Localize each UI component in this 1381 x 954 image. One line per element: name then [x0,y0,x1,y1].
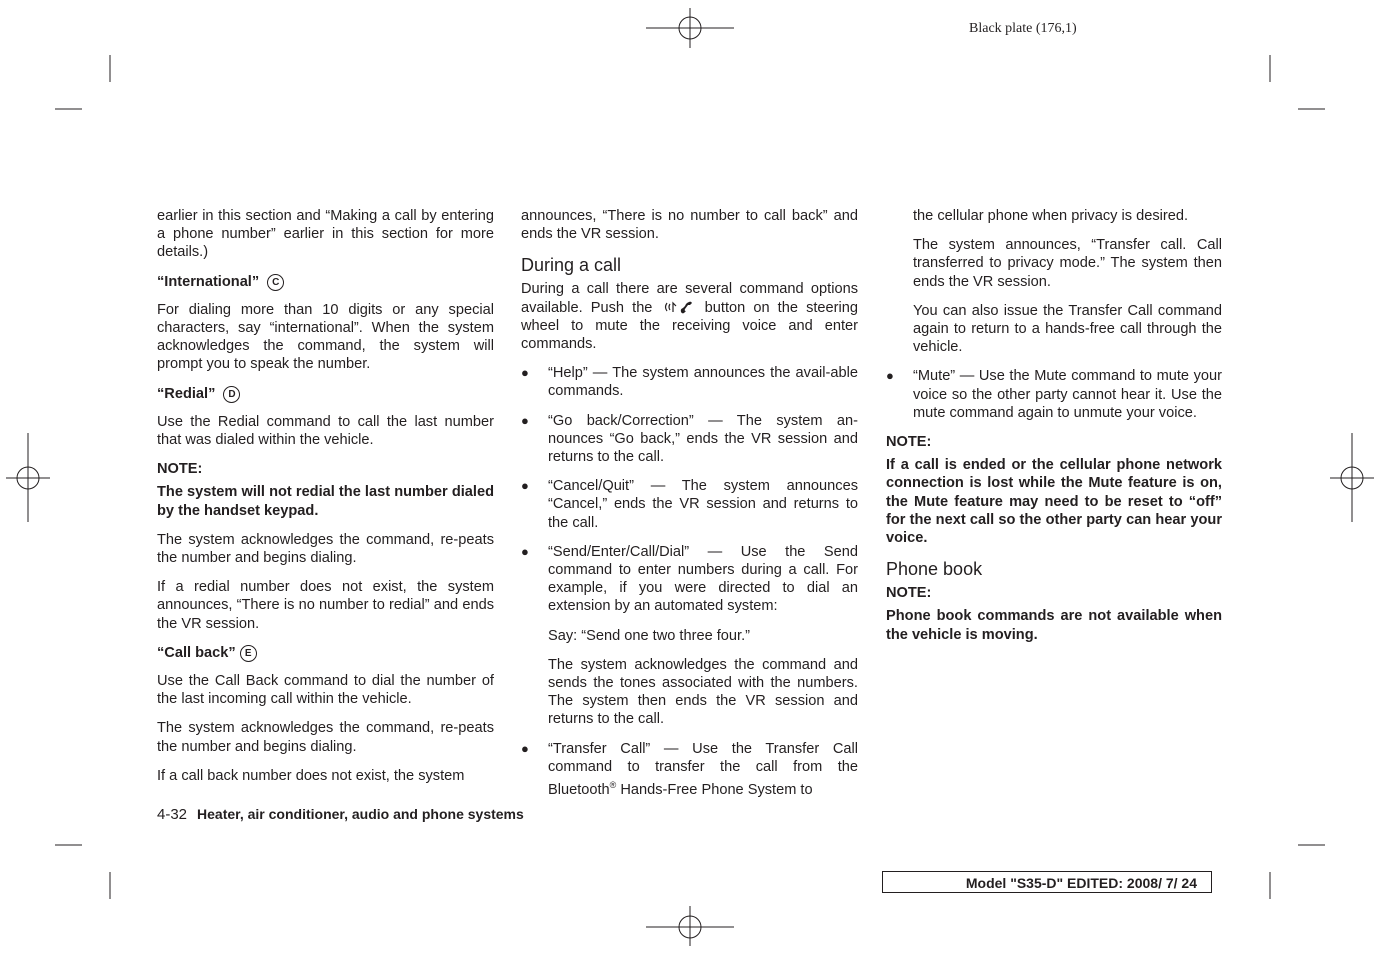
transfer-again: You can also issue the Transfer Call command again to return to a hands-free call through the vehicle. [913,302,1222,356]
no-callback-paragraph: If a call back number does not exist, the system [157,767,465,784]
registered-mark: ® [609,780,617,791]
note-text-phone-book: Phone book commands are not available when the vehicle is moving. [886,608,1222,643]
talk-phone-icon [661,300,697,314]
intro-after: button on the steering wheel to mute the receiving voice and enter commands. [521,299,858,353]
bullet-go-back [521,412,858,467]
during-call-intro [521,280,858,353]
transfer-announcement: The system announces, “Transfer call. Call transferred to privacy mode.” The system then ends the VR session. [913,237,1222,290]
no-redial-paragraph: If a redial number does not exist, the system announces, “There is no number to redial” and ends the VR session. [157,579,494,632]
bullet-icon: ● [521,365,529,381]
acknowledge-paragraph-2: The system acknowledges the command, re-peats the number and begins dialing. [157,720,494,755]
bullet-mute [886,367,1222,422]
bullet-send [521,543,858,616]
callout-c-icon: C [267,274,284,291]
bullet-text: “Help” — The system announces the avail-able commands. [548,365,858,400]
send-acknowledge: The system acknowledges the command and sends the tones associated with the numbers. The system then ends the VR session and returns to the call. [548,656,858,728]
international-title: “International” [157,273,260,290]
bullet-icon: ● [521,412,529,428]
bullet-text: “Mute” — Use the Mute command to mute your voice so the other party cannot hear it. Use the mute command again to unmute your voice. [913,368,1222,421]
callout-e-icon: E [240,645,257,662]
note-label: NOTE: [157,461,203,478]
callback-heading [157,644,494,662]
note-text-3: If a call is ended or the cellular phone network connection is lost while the Mute feature is on, the Mute feature may need to be reset to “off” for the next call so the other party can hear your voice. [886,457,1222,547]
say-example: Say: “Send one two three four.” [548,627,750,644]
bullet-icon: ● [521,543,529,559]
note-text: The system will not redial the last number dialed by the handset keypad. [157,484,494,519]
plate-label: Black plate (176,1) [969,21,1077,36]
section-heading-phone-book: Phone book [886,559,983,580]
section-heading-during-call: During a call [521,255,622,276]
international-heading [157,273,494,291]
transfer-text: “Transfer Call” — Use the Transfer Call command to transfer the call from the Bluetooth [548,740,858,798]
bullet-cancel [521,477,858,532]
bullet-icon: ● [521,740,529,756]
bullet-transfer [521,740,858,799]
international-paragraph: For dialing more than 10 digits or any special characters, say “international”. When the system acknowledges the command, the system will prompt you to speak the number. [157,301,494,373]
continued-paragraph: announces, “There is no number to call back” and ends the VR session. [521,208,858,243]
page-number: 4-32 [157,806,188,823]
callout-d-icon: D [223,386,240,403]
bullet-help [521,364,858,400]
continued-paragraph-3: the cellular phone when privacy is desired. [913,208,1189,224]
redial-paragraph: Use the Redial command to call the last number that was dialed within the vehicle. [157,413,494,449]
note-label-phone-book: NOTE: [886,585,932,602]
column-2 [521,207,858,810]
acknowledge-paragraph: The system acknowledges the command, re-peats the number and begins dialing. [157,531,494,567]
note-label-3: NOTE: [886,434,932,451]
callback-title: “Call back” [157,644,236,661]
model-edit-box: Model "S35-D" EDITED: 2008/ 7/ 24 [882,871,1212,893]
bullet-text: “Go back/Correction” — The system an-nounces “Go back,” ends the VR session and returns to the call. [548,412,858,466]
callback-paragraph: Use the Call Back command to dial the number of the last incoming call within the vehicle. [157,673,494,708]
bullet-text: “Cancel/Quit” — The system announces “Cancel,” ends the VR session and returns to the call. [548,478,858,531]
bullet-icon: ● [521,478,529,494]
chapter-title: Heater, air conditioner, audio and phone systems [197,806,524,822]
bullet-icon: ● [886,368,894,384]
redial-heading [157,385,494,403]
column-3 [886,207,1222,655]
bullet-text: “Send/Enter/Call/Dial” — Use the Send command to enter numbers during a call. For example, if you were directed to dial an extension by an automated system: [548,543,858,615]
column-1 [157,207,494,796]
redial-title: “Redial” [157,385,216,402]
transfer-text-end: Hands-Free Phone System to [616,781,813,798]
intro-paragraph: earlier in this section and “Making a call by entering a phone number” earlier in this section for more details.) [157,208,494,261]
intro-before: During a call there are several command options available. Push the [521,281,858,316]
page-footer [157,806,524,823]
